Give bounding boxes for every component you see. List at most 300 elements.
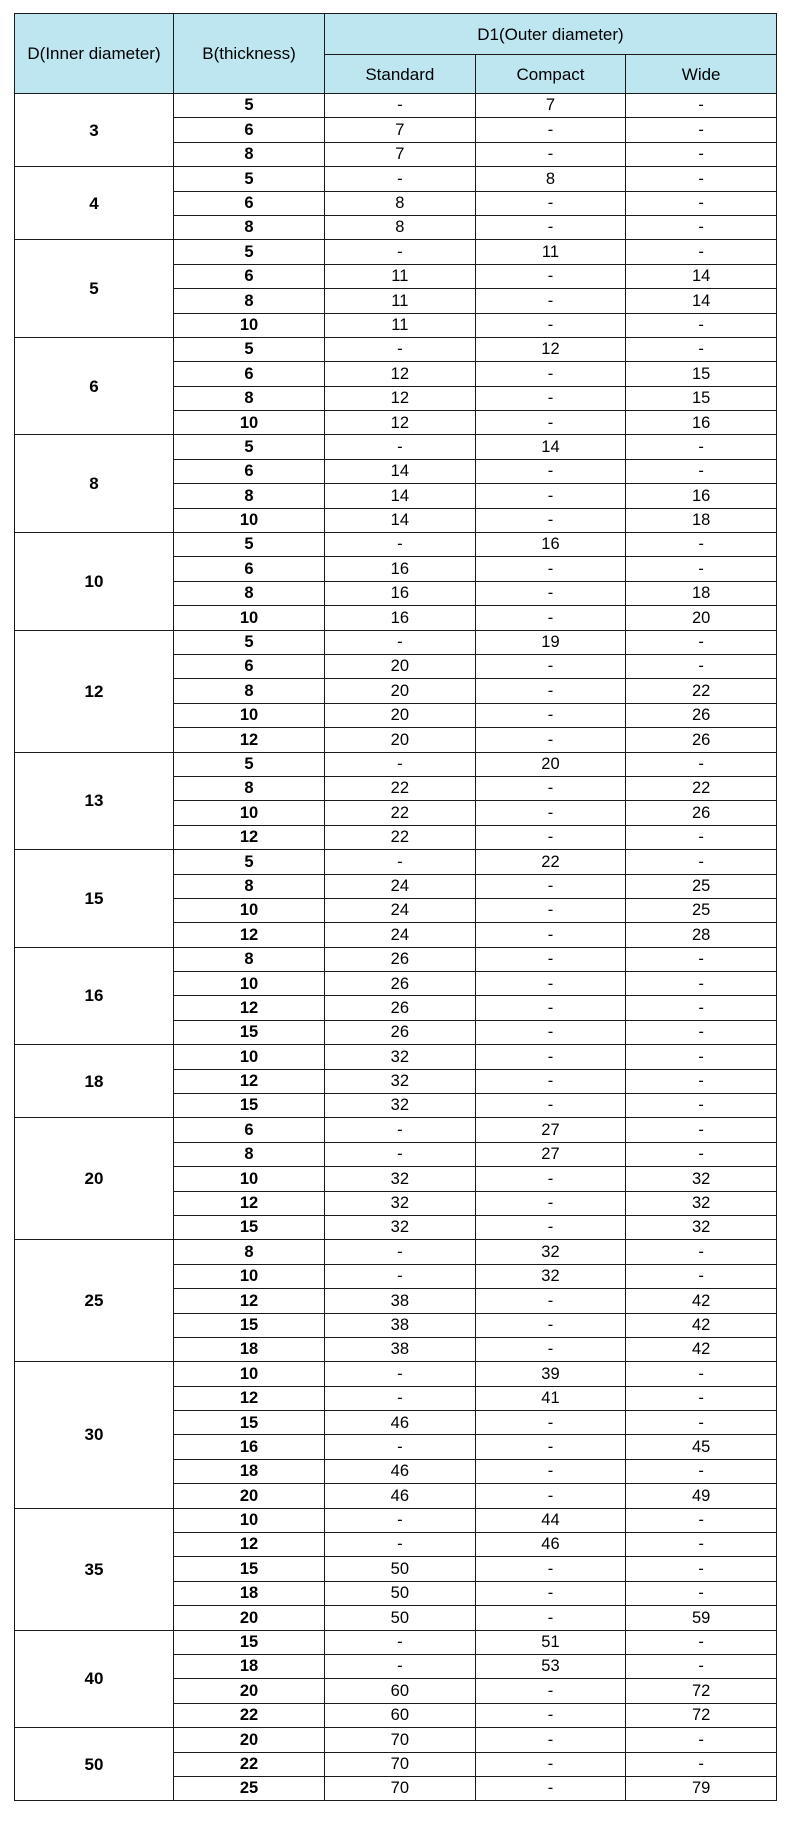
compact-cell: 46 — [475, 1533, 626, 1557]
inner-diameter-cell: 12 — [15, 630, 174, 752]
standard-cell: 46 — [325, 1459, 476, 1483]
thickness-cell: 5 — [174, 630, 325, 654]
inner-diameter-cell: 20 — [15, 1118, 174, 1240]
inner-diameter-cell: 13 — [15, 752, 174, 850]
thickness-cell: 8 — [174, 289, 325, 313]
standard-cell: 11 — [325, 264, 476, 288]
thickness-cell: 8 — [174, 386, 325, 410]
compact-cell: 14 — [475, 435, 626, 459]
standard-cell: 12 — [325, 411, 476, 435]
compact-cell: - — [475, 679, 626, 703]
thickness-cell: 15 — [174, 1215, 325, 1239]
standard-cell: 32 — [325, 1069, 476, 1093]
inner-diameter-cell: 18 — [15, 1045, 174, 1118]
inner-diameter-cell: 5 — [15, 240, 174, 338]
wide-cell: - — [626, 337, 777, 361]
wide-cell: - — [626, 215, 777, 239]
compact-cell: - — [475, 557, 626, 581]
standard-cell: - — [325, 94, 476, 118]
compact-cell: - — [475, 508, 626, 532]
inner-diameter-cell: 50 — [15, 1728, 174, 1801]
standard-cell: - — [325, 1655, 476, 1679]
wide-cell: - — [626, 1630, 777, 1654]
standard-cell: - — [325, 1508, 476, 1532]
standard-cell: 70 — [325, 1752, 476, 1776]
wide-cell: 32 — [626, 1191, 777, 1215]
compact-cell: - — [475, 1484, 626, 1508]
wide-cell: - — [626, 1362, 777, 1386]
compact-cell: 27 — [475, 1118, 626, 1142]
table-row — [15, 850, 777, 874]
standard-cell: 32 — [325, 1094, 476, 1118]
header-wide: Wide — [626, 55, 777, 94]
thickness-cell: 18 — [174, 1655, 325, 1679]
standard-cell: 38 — [325, 1337, 476, 1361]
inner-diameter-cell: 4 — [15, 167, 174, 240]
wide-cell: - — [626, 1411, 777, 1435]
standard-cell: 26 — [325, 1020, 476, 1044]
standard-cell: 50 — [325, 1557, 476, 1581]
compact-cell: - — [475, 1557, 626, 1581]
standard-cell: 11 — [325, 313, 476, 337]
standard-cell: - — [325, 533, 476, 557]
thickness-cell: 6 — [174, 191, 325, 215]
wide-cell: - — [626, 850, 777, 874]
thickness-cell: 10 — [174, 606, 325, 630]
thickness-cell: 10 — [174, 508, 325, 532]
thickness-cell: 8 — [174, 581, 325, 605]
standard-cell: 32 — [325, 1167, 476, 1191]
thickness-cell: 25 — [174, 1776, 325, 1800]
wide-cell: 72 — [626, 1703, 777, 1727]
wide-cell: - — [626, 947, 777, 971]
thickness-cell: 20 — [174, 1679, 325, 1703]
standard-cell: 20 — [325, 654, 476, 678]
thickness-cell: 20 — [174, 1728, 325, 1752]
compact-cell: - — [475, 972, 626, 996]
thickness-cell: 6 — [174, 1118, 325, 1142]
compact-cell: - — [475, 264, 626, 288]
standard-cell: 24 — [325, 874, 476, 898]
thickness-cell: 18 — [174, 1581, 325, 1605]
table-row — [15, 1118, 777, 1142]
standard-cell: 20 — [325, 703, 476, 727]
thickness-cell: 5 — [174, 94, 325, 118]
thickness-cell: 12 — [174, 996, 325, 1020]
compact-cell: 11 — [475, 240, 626, 264]
table-row — [15, 94, 777, 118]
inner-diameter-cell: 8 — [15, 435, 174, 533]
thickness-cell: 8 — [174, 776, 325, 800]
thickness-cell: 10 — [174, 1167, 325, 1191]
standard-cell: - — [325, 240, 476, 264]
table-row — [15, 1362, 777, 1386]
thickness-cell: 12 — [174, 1069, 325, 1093]
standard-cell: 50 — [325, 1606, 476, 1630]
wide-cell: - — [626, 996, 777, 1020]
wide-cell: 28 — [626, 923, 777, 947]
wide-cell: - — [626, 972, 777, 996]
standard-cell: - — [325, 337, 476, 361]
compact-cell: - — [475, 1679, 626, 1703]
compact-cell: 22 — [475, 850, 626, 874]
wide-cell: - — [626, 630, 777, 654]
compact-cell: - — [475, 1094, 626, 1118]
thickness-cell: 5 — [174, 533, 325, 557]
standard-cell: 24 — [325, 898, 476, 922]
wide-cell: - — [626, 313, 777, 337]
table-row — [15, 1508, 777, 1532]
standard-cell: - — [325, 752, 476, 776]
compact-cell: - — [475, 801, 626, 825]
wide-cell: 32 — [626, 1167, 777, 1191]
standard-cell: 22 — [325, 776, 476, 800]
wide-cell: - — [626, 533, 777, 557]
wide-cell: 79 — [626, 1776, 777, 1800]
wide-cell: - — [626, 557, 777, 581]
compact-cell: - — [475, 606, 626, 630]
thickness-cell: 10 — [174, 411, 325, 435]
thickness-cell: 22 — [174, 1752, 325, 1776]
wide-cell: - — [626, 191, 777, 215]
compact-cell: - — [475, 1752, 626, 1776]
thickness-cell: 12 — [174, 1386, 325, 1410]
inner-diameter-cell: 15 — [15, 850, 174, 948]
table-row — [15, 947, 777, 971]
standard-cell: - — [325, 1630, 476, 1654]
standard-cell: 38 — [325, 1313, 476, 1337]
thickness-cell: 6 — [174, 459, 325, 483]
table-row — [15, 1728, 777, 1752]
compact-cell: 53 — [475, 1655, 626, 1679]
compact-cell: - — [475, 923, 626, 947]
wide-cell: 26 — [626, 703, 777, 727]
wide-cell: 26 — [626, 801, 777, 825]
compact-cell: - — [475, 825, 626, 849]
table-header — [15, 14, 777, 94]
thickness-cell: 10 — [174, 801, 325, 825]
standard-cell: 20 — [325, 679, 476, 703]
thickness-cell: 12 — [174, 728, 325, 752]
standard-cell: 26 — [325, 947, 476, 971]
wide-cell: - — [626, 752, 777, 776]
wide-cell: - — [626, 1533, 777, 1557]
thickness-cell: 10 — [174, 313, 325, 337]
thickness-cell: 6 — [174, 118, 325, 142]
standard-cell: - — [325, 1362, 476, 1386]
standard-cell: - — [325, 850, 476, 874]
table-row — [15, 1045, 777, 1069]
wide-cell: 15 — [626, 362, 777, 386]
compact-cell: - — [475, 1313, 626, 1337]
compact-cell: - — [475, 874, 626, 898]
thickness-cell: 18 — [174, 1337, 325, 1361]
compact-cell: - — [475, 1411, 626, 1435]
compact-cell: 12 — [475, 337, 626, 361]
thickness-cell: 5 — [174, 167, 325, 191]
thickness-cell: 15 — [174, 1411, 325, 1435]
wide-cell: - — [626, 1508, 777, 1532]
wide-cell: 49 — [626, 1484, 777, 1508]
wide-cell: - — [626, 1264, 777, 1288]
standard-cell: 46 — [325, 1411, 476, 1435]
thickness-cell: 8 — [174, 1240, 325, 1264]
wide-cell: 14 — [626, 264, 777, 288]
standard-cell: 22 — [325, 825, 476, 849]
thickness-cell: 6 — [174, 654, 325, 678]
standard-cell: 16 — [325, 557, 476, 581]
standard-cell: 16 — [325, 606, 476, 630]
compact-cell: 51 — [475, 1630, 626, 1654]
table-row — [15, 240, 777, 264]
wide-cell: - — [626, 240, 777, 264]
wide-cell: 20 — [626, 606, 777, 630]
compact-cell: 20 — [475, 752, 626, 776]
standard-cell: 60 — [325, 1679, 476, 1703]
wide-cell: - — [626, 459, 777, 483]
thickness-cell: 12 — [174, 1533, 325, 1557]
compact-cell: - — [475, 362, 626, 386]
standard-cell: - — [325, 1533, 476, 1557]
wide-cell: - — [626, 142, 777, 166]
wide-cell: 32 — [626, 1215, 777, 1239]
wide-cell: 25 — [626, 874, 777, 898]
thickness-cell: 20 — [174, 1484, 325, 1508]
standard-cell: - — [325, 1386, 476, 1410]
thickness-cell: 8 — [174, 874, 325, 898]
thickness-cell: 5 — [174, 337, 325, 361]
thickness-cell: 6 — [174, 557, 325, 581]
standard-cell: 22 — [325, 801, 476, 825]
standard-cell: - — [325, 1142, 476, 1166]
compact-cell: - — [475, 1020, 626, 1044]
thickness-cell: 8 — [174, 947, 325, 971]
thickness-cell: 8 — [174, 142, 325, 166]
thickness-cell: 8 — [174, 484, 325, 508]
standard-cell: 24 — [325, 923, 476, 947]
wide-cell: 16 — [626, 484, 777, 508]
standard-cell: 32 — [325, 1045, 476, 1069]
wide-cell: - — [626, 1069, 777, 1093]
wide-cell: - — [626, 1752, 777, 1776]
thickness-cell: 20 — [174, 1606, 325, 1630]
compact-cell: - — [475, 728, 626, 752]
thickness-cell: 8 — [174, 679, 325, 703]
compact-cell: - — [475, 1435, 626, 1459]
compact-cell: - — [475, 411, 626, 435]
standard-cell: 12 — [325, 386, 476, 410]
table-row — [15, 1240, 777, 1264]
compact-cell: - — [475, 313, 626, 337]
header-compact: Compact — [475, 55, 626, 94]
standard-cell: 70 — [325, 1776, 476, 1800]
thickness-cell: 12 — [174, 1289, 325, 1313]
compact-cell: - — [475, 386, 626, 410]
wide-cell: 18 — [626, 508, 777, 532]
compact-cell: 27 — [475, 1142, 626, 1166]
inner-diameter-cell: 10 — [15, 533, 174, 631]
standard-cell: - — [325, 1435, 476, 1459]
compact-cell: - — [475, 1191, 626, 1215]
wide-cell: 72 — [626, 1679, 777, 1703]
standard-cell: - — [325, 1240, 476, 1264]
standard-cell: 32 — [325, 1191, 476, 1215]
standard-cell: 14 — [325, 508, 476, 532]
wide-cell: 45 — [626, 1435, 777, 1459]
table-container — [14, 13, 777, 1801]
wide-cell: - — [626, 435, 777, 459]
header-inner-diameter: D(Inner diameter) — [15, 14, 174, 94]
wide-cell: 42 — [626, 1337, 777, 1361]
thickness-cell: 10 — [174, 1264, 325, 1288]
wide-cell: - — [626, 118, 777, 142]
table-row — [15, 533, 777, 557]
wide-cell: - — [626, 825, 777, 849]
table-row — [15, 435, 777, 459]
thickness-cell: 15 — [174, 1630, 325, 1654]
compact-cell: - — [475, 1703, 626, 1727]
thickness-cell: 16 — [174, 1435, 325, 1459]
standard-cell: - — [325, 435, 476, 459]
compact-cell: - — [475, 1069, 626, 1093]
standard-cell: 38 — [325, 1289, 476, 1313]
compact-cell: - — [475, 1459, 626, 1483]
wide-cell: - — [626, 1142, 777, 1166]
standard-cell: 14 — [325, 459, 476, 483]
compact-cell: - — [475, 1167, 626, 1191]
wide-cell: - — [626, 1094, 777, 1118]
standard-cell: 12 — [325, 362, 476, 386]
thickness-cell: 10 — [174, 972, 325, 996]
wide-cell: 42 — [626, 1313, 777, 1337]
compact-cell: 32 — [475, 1240, 626, 1264]
standard-cell: 32 — [325, 1215, 476, 1239]
thickness-cell: 10 — [174, 1045, 325, 1069]
wide-cell: 16 — [626, 411, 777, 435]
thickness-cell: 12 — [174, 923, 325, 947]
compact-cell: - — [475, 1337, 626, 1361]
wide-cell: 14 — [626, 289, 777, 313]
compact-cell: - — [475, 215, 626, 239]
thickness-cell: 10 — [174, 1508, 325, 1532]
compact-cell: 41 — [475, 1386, 626, 1410]
wide-cell: - — [626, 167, 777, 191]
compact-cell: - — [475, 581, 626, 605]
wide-cell: - — [626, 1240, 777, 1264]
standard-cell: 50 — [325, 1581, 476, 1605]
wide-cell: 22 — [626, 776, 777, 800]
table-body — [15, 94, 777, 1801]
compact-cell: - — [475, 1776, 626, 1800]
compact-cell: - — [475, 1045, 626, 1069]
diameter-table — [14, 13, 777, 1801]
thickness-cell: 15 — [174, 1313, 325, 1337]
compact-cell: 19 — [475, 630, 626, 654]
standard-cell: 60 — [325, 1703, 476, 1727]
thickness-cell: 15 — [174, 1557, 325, 1581]
inner-diameter-cell: 25 — [15, 1240, 174, 1362]
compact-cell: - — [475, 703, 626, 727]
wide-cell: 59 — [626, 1606, 777, 1630]
compact-cell: - — [475, 947, 626, 971]
standard-cell: 16 — [325, 581, 476, 605]
thickness-cell: 8 — [174, 215, 325, 239]
thickness-cell: 8 — [174, 1142, 325, 1166]
compact-cell: - — [475, 1581, 626, 1605]
compact-cell: 39 — [475, 1362, 626, 1386]
header-standard: Standard — [325, 55, 476, 94]
compact-cell: - — [475, 1289, 626, 1313]
thickness-cell: 10 — [174, 1362, 325, 1386]
thickness-cell: 6 — [174, 264, 325, 288]
wide-cell: - — [626, 1728, 777, 1752]
compact-cell: - — [475, 118, 626, 142]
header-outer-diameter: D1(Outer diameter) — [325, 14, 777, 55]
compact-cell: - — [475, 289, 626, 313]
thickness-cell: 22 — [174, 1703, 325, 1727]
wide-cell: 15 — [626, 386, 777, 410]
wide-cell: 42 — [626, 1289, 777, 1313]
compact-cell: - — [475, 996, 626, 1020]
table-row — [15, 337, 777, 361]
compact-cell: 16 — [475, 533, 626, 557]
thickness-cell: 12 — [174, 825, 325, 849]
thickness-cell: 5 — [174, 850, 325, 874]
wide-cell: - — [626, 1557, 777, 1581]
wide-cell: 22 — [626, 679, 777, 703]
compact-cell: - — [475, 142, 626, 166]
inner-diameter-cell: 3 — [15, 94, 174, 167]
wide-cell: - — [626, 1118, 777, 1142]
wide-cell: - — [626, 1386, 777, 1410]
standard-cell: 46 — [325, 1484, 476, 1508]
compact-cell: 7 — [475, 94, 626, 118]
table-row — [15, 1630, 777, 1654]
wide-cell: - — [626, 1655, 777, 1679]
thickness-cell: 5 — [174, 240, 325, 264]
thickness-cell: 15 — [174, 1020, 325, 1044]
inner-diameter-cell: 40 — [15, 1630, 174, 1728]
wide-cell: 25 — [626, 898, 777, 922]
standard-cell: 8 — [325, 191, 476, 215]
inner-diameter-cell: 6 — [15, 337, 174, 435]
compact-cell: - — [475, 1215, 626, 1239]
thickness-cell: 5 — [174, 435, 325, 459]
wide-cell: - — [626, 94, 777, 118]
thickness-cell: 5 — [174, 752, 325, 776]
standard-cell: - — [325, 167, 476, 191]
compact-cell: - — [475, 191, 626, 215]
compact-cell: - — [475, 776, 626, 800]
wide-cell: - — [626, 1581, 777, 1605]
wide-cell: - — [626, 1020, 777, 1044]
wide-cell: - — [626, 1045, 777, 1069]
thickness-cell: 18 — [174, 1459, 325, 1483]
header-thickness: B(thickness) — [174, 14, 325, 94]
standard-cell: 7 — [325, 118, 476, 142]
thickness-cell: 10 — [174, 898, 325, 922]
inner-diameter-cell: 30 — [15, 1362, 174, 1508]
table-row — [15, 630, 777, 654]
thickness-cell: 12 — [174, 1191, 325, 1215]
compact-cell: - — [475, 484, 626, 508]
wide-cell: 18 — [626, 581, 777, 605]
standard-cell: - — [325, 1264, 476, 1288]
inner-diameter-cell: 35 — [15, 1508, 174, 1630]
standard-cell: 26 — [325, 996, 476, 1020]
standard-cell: 70 — [325, 1728, 476, 1752]
thickness-cell: 15 — [174, 1094, 325, 1118]
